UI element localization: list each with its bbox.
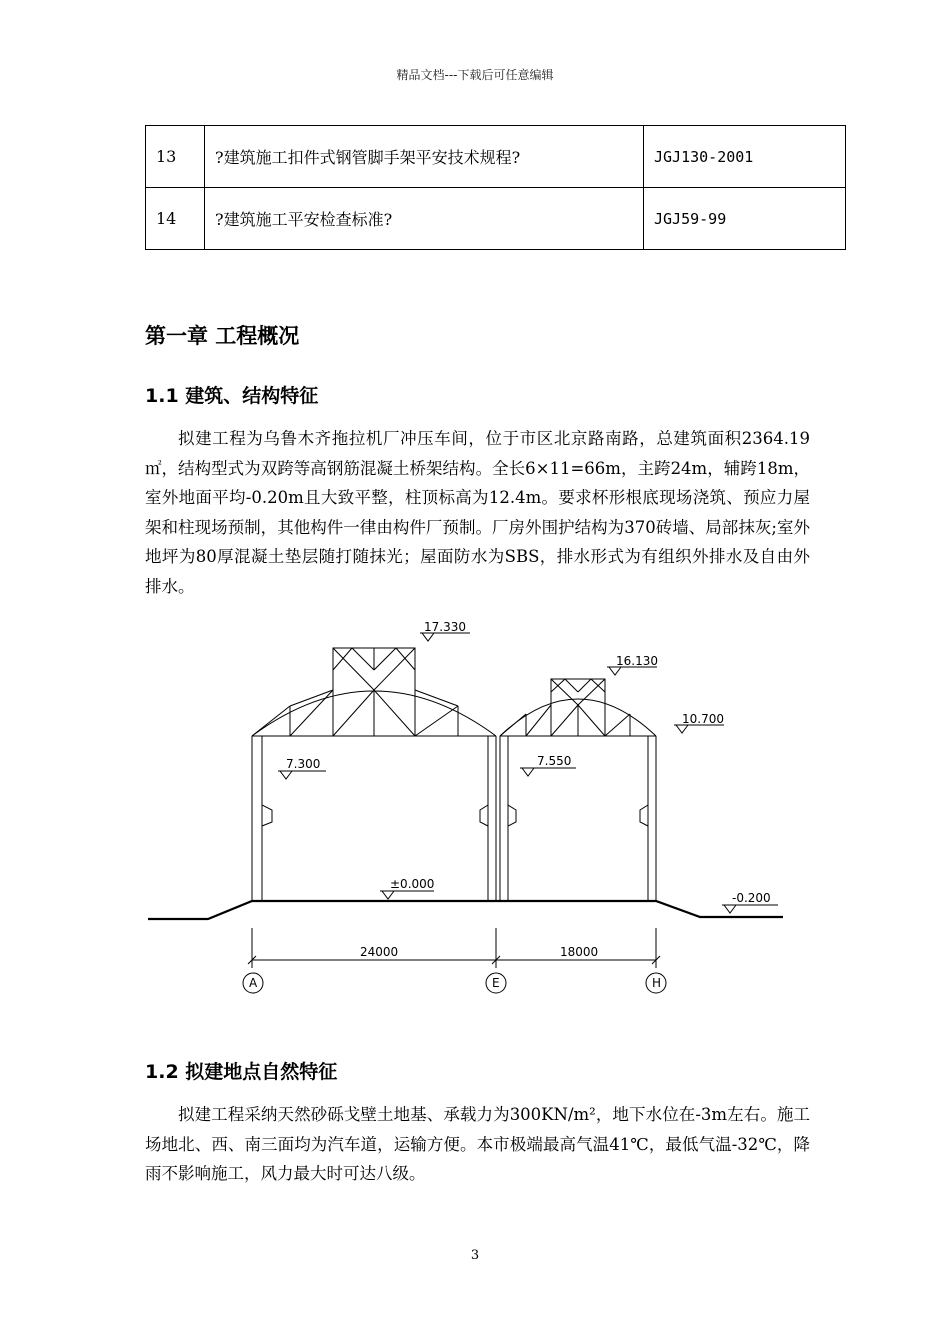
span-label-aux: 18000 xyxy=(560,945,599,959)
section-title-1-1: 1.1 建筑、结构特征 xyxy=(145,385,319,407)
elevation-label: 7.550 xyxy=(537,754,572,768)
elevation-label: 7.300 xyxy=(286,757,321,771)
axis-label: H xyxy=(652,976,662,990)
elevation-marker-ridge-aux xyxy=(607,654,658,675)
axis-bubble-e xyxy=(486,973,506,993)
row-number: 14 xyxy=(146,188,205,250)
row-code: JGJ130-2001 xyxy=(644,126,846,188)
building-section-drawing xyxy=(0,612,950,1002)
elevation-label: 16.130 xyxy=(616,654,658,668)
axis-bubble-a xyxy=(243,973,263,993)
axis-label: A xyxy=(249,976,258,990)
elevation-marker-crane-aux xyxy=(520,754,576,776)
section-title-1-2: 1.2 拟建地点自然特征 xyxy=(145,1061,338,1083)
axis-label: E xyxy=(492,976,500,990)
span-dimensions xyxy=(248,928,660,968)
ground-line xyxy=(148,901,783,919)
elevation-marker-eave-aux xyxy=(674,712,724,733)
row-title: ?建筑施工扣件式钢管脚手架平安技术规程? xyxy=(205,126,644,188)
row-title: ?建筑施工平安检查标准? xyxy=(205,188,644,250)
elevation-marker-crane-main xyxy=(278,757,326,779)
elevation-label: 10.700 xyxy=(682,712,724,726)
table-row xyxy=(146,188,846,250)
standards-table xyxy=(145,125,846,250)
elevation-label: ±0.000 xyxy=(390,877,435,891)
page-number: 3 xyxy=(470,1248,480,1263)
section-1-1-paragraph: 拟建工程为乌鲁木齐拖拉机厂冲压车间，位于市区北京路南路，总建筑面积2364.19㎡，结构型式为双跨等高钢筋混凝土桥架结构。全长6×11=66m，主跨24m，辅跨18m，室外地面平均-0.20m且大致平整，柱顶标高为12.4m。要求杯形根底现场浇筑、预应力屋架和柱现场预制，其他构件一律由构件厂预制。厂房外围护结构为370砖墙、局部抹灰;室外地坪为80厚混凝土垫层随打随抹光；屋面防水为SBS，排水形式为有组织外排水及自由外排水。 xyxy=(145,429,810,596)
elevation-marker-floor xyxy=(380,877,434,899)
chapter-title: 第一章 工程概况 xyxy=(145,324,300,348)
section-1-2-paragraph: 拟建工程采纳天然砂砾戈壁土地基、承载力为300KN/m²，地下水位在-3m左右。施工场地北、西、南三面均为汽车道，运输方便。本市极端最高气温41℃，最低气温-32℃，降雨不影响施工，风力最大时可达八级。 xyxy=(145,1105,810,1183)
span-label-main: 24000 xyxy=(360,945,399,959)
elevation-marker-ridge-main xyxy=(420,620,470,641)
page-header: 精品文档---下载后可任意编辑 xyxy=(396,68,554,82)
axis-bubble-h xyxy=(646,973,666,993)
row-number: 13 xyxy=(146,126,205,188)
row-code: JGJ59-99 xyxy=(644,188,846,250)
elevation-label: 17.330 xyxy=(424,620,466,634)
elevation-label: -0.200 xyxy=(732,891,771,905)
elevation-marker-outdoor xyxy=(722,891,778,913)
table-row xyxy=(146,126,846,188)
